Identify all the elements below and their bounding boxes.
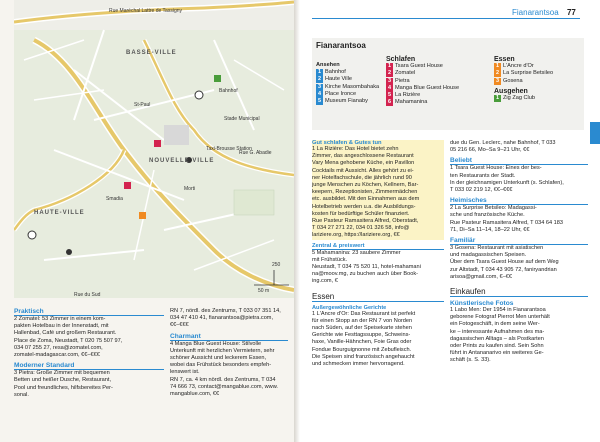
charmant-line: mangablue.com, €€ [170, 391, 220, 398]
map-label-stade: Stade Municipal [224, 116, 260, 122]
kuenstl-line: ke – interessante Aufnahmen des ma- [450, 328, 545, 335]
gut-line: junge Menschen zu Köchen, Kellnern, Bar- [312, 182, 419, 189]
map-label-nouvelle-ville: NOUVELLE VILLE [149, 158, 215, 164]
familiaer-line: Über dem Tsara Guest House auf dem Weg [450, 259, 559, 266]
kuenstl-line: 1 Labo Men: Der 1954 in Fianarantsoa [450, 307, 546, 314]
essen-section-title: Essen [312, 292, 444, 302]
beliebt-line: ten Restaurants der Stadt. [450, 172, 516, 179]
charmant-line: lenswert ist. [170, 369, 200, 376]
zentral-line: 5 Mahamanina: 23 saubere Zimmer [312, 249, 401, 256]
heimisch-heading: Heimisches [450, 197, 588, 205]
ansehen-item: Museum Fianaby [325, 98, 368, 105]
legend-title: Fianarantsoa [316, 41, 366, 50]
marker-icon: 1 [387, 63, 392, 70]
kuenstl-line: dagassischen Alltags – als Postkarten [450, 335, 544, 342]
ansehen-item: Haute Ville [325, 76, 352, 83]
charmant-line: schöner Aussicht und leckerem Essen, [170, 355, 267, 362]
moderner-line: sonal. [14, 391, 29, 398]
essen-item: La Surprise Betsileo [503, 70, 554, 77]
right-col-2 [450, 140, 588, 365]
familiaer-line: und madagassischen Speisen. [450, 252, 527, 259]
page-number: 77 [566, 8, 576, 17]
familiaer-line: arisoa@gmail.com, €–€€ [450, 273, 512, 280]
map-label-bahnhof: Bahnhof [219, 88, 238, 94]
ausserg-line: Die Speisen sind französisch angehaucht [312, 353, 415, 360]
charmant-line: 74 666 73, contact@mangablue.com, www. [170, 383, 278, 390]
pietra-address: RN 7, nördl. des Zentrums, T 033 07 351 14, [170, 308, 281, 314]
col2-line: due du Gen. Leclerc, nahe Bahnhof, T 033 [450, 140, 556, 146]
map-label-sud: Rue du Sud [74, 292, 101, 298]
map-label-morti: Morti [184, 186, 196, 192]
gut-line: T 034 27 271 22, 034 01 326 58, info@ [312, 225, 410, 232]
left-col [14, 308, 164, 399]
heimisch-line: sche und französische Küche. [450, 212, 525, 219]
kuenstl-heading: Künstlerische Fotos [450, 300, 514, 308]
map-scale-250: 250 [272, 262, 281, 268]
schlafen-item: Zomatel [395, 70, 416, 77]
moderner-line: 3 Pietra: Große Zimmer mit bequemen [14, 370, 110, 377]
col2-line: 05 216 66, Mo–Sa 9–21 Uhr, €€ [450, 147, 530, 154]
heimisch-line: Rue Pasteur Ramasitera Alfred, T 034 64 183 [450, 219, 563, 226]
ausgehen-item: Zig Zag Club [503, 95, 536, 102]
marker-icon: 2 [495, 70, 500, 77]
marker-icon: 1 [495, 63, 500, 70]
schlafen-item: Manga Blue Guest House [395, 84, 460, 91]
schlafen-item: Pietra [395, 77, 410, 84]
marker-icon: 3 [495, 77, 500, 84]
charmant-line: 4 Manga Blue Guest House: Stilvolle [170, 340, 262, 347]
praktisch-line: Hallenbad, Café und großem Restaurant. [14, 330, 117, 337]
essen-item: Gosena [503, 77, 523, 84]
gut-line: Hotelbetrieb werden u.a. die Ausbildungs- [312, 203, 416, 210]
ansehen-item: Place Ironce [325, 90, 357, 97]
map-graphic [14, 0, 294, 298]
map-label-station: Taxi-Brousse Station [206, 146, 252, 152]
ansehen-item: Bahnhof [325, 69, 346, 76]
praktisch-line: Place de Zoma, Neustadt, T 020 75 507 97, [14, 337, 123, 344]
map-label-st-paul: St-Paul [134, 102, 151, 108]
schlafen-item: Mahamanina [395, 99, 428, 106]
ausserg-heading: Außergewöhnliche Gerichte [312, 304, 387, 311]
marker-icon: 6 [387, 99, 392, 106]
marker-icon: 1 [317, 69, 322, 76]
zentral-line: na@moov.mg, zu buchen auch über Book- [312, 271, 419, 278]
gut-line: ner Hotelfachschule, die jährlich rund 90 [312, 174, 412, 181]
map-scale-50: 50 m [258, 288, 270, 294]
beliebt-line: In der gleichnamigen Unterkunft (s. Schlafen), [450, 179, 564, 186]
charmant-line: Unterkunft mit herzlichen Vermietern, sehr [170, 347, 275, 354]
praktisch-line: 2 Zomatel: 53 Zimmer in einem kom- [14, 316, 106, 322]
zentral-line: ing.com, € [312, 278, 338, 285]
schlafen-item: La Rizière [395, 92, 421, 99]
marker-icon: 3 [317, 83, 322, 90]
moderner-line: Betten und heißer Dusche, Restaurant, [14, 377, 112, 384]
ausserg-line: und schmecken immer hervorragend. [312, 361, 405, 368]
gut-heading: Gut schlafen & Gutes tun [312, 140, 382, 146]
left-col-2 [170, 308, 288, 398]
praktisch-line: pakten Hotelbau in der Innenstadt, mit [14, 323, 109, 330]
beliebt-line: 1 Tsara Guest House: Eines der bes- [450, 165, 542, 172]
marker-icon: 4 [387, 84, 392, 91]
charmant-line: wobei das Frühstück besonders empfeh- [170, 362, 272, 369]
pietra-price: €€–€€€ [170, 322, 189, 329]
familiaer-line: zur Altstadt, T 034 43 905 72, faniryandrian [450, 266, 557, 273]
kuenstl-line: oder Prints zu kaufen sind. Sein Sohn [450, 343, 544, 350]
einkaufen-section-title: Einkaufen [450, 287, 588, 297]
map-label-abadie: Rue G. Abadie [239, 150, 272, 156]
marker-icon: 1 [495, 95, 500, 102]
kuenstl-line: ein Fotogeschäft, in dem seine Wer- [450, 321, 540, 328]
marker-icon: 3 [387, 77, 392, 84]
praktisch-heading: Praktisch [14, 308, 164, 316]
map-label-smadia: Smadia [106, 196, 123, 202]
essen-heading: Essen [494, 56, 515, 63]
pietra-phone: 034 47 410 41, fianarantsoa@pietra.com, [170, 315, 274, 322]
moderner-line: Pool und freundliches, hilfsbereites Per- [14, 384, 113, 391]
running-head [512, 8, 576, 17]
gut-line: etc. ausbildet. Mit den Einnahmen aus dem [312, 196, 420, 203]
right-col-1 [312, 140, 444, 368]
essen-item: L'Ancre d'Or [503, 63, 534, 70]
zentral-heading: Zentral & preiswert [312, 243, 444, 250]
kuenstl-line: schäft (s. S. 33). [450, 357, 491, 364]
gut-box [312, 140, 444, 240]
header-rule [312, 18, 580, 19]
running-title: Fianarantsoa [512, 8, 559, 17]
schlafen-item: Tsara Guest House [395, 63, 443, 70]
ausserg-line: für einen Stopp an der RN 7 von Norden [312, 317, 413, 324]
gut-line: Cocktails mit Aussicht. Alles gehört zu ei- [312, 167, 414, 174]
charmant-line: RN 7, ca. 4 km nördl. des Zentrums, T 034 [170, 376, 276, 383]
beliebt-heading: Beliebt [450, 157, 588, 165]
beliebt-line: T 033 02 219 12, €€–€€€ [450, 187, 513, 194]
map-label-marechal: Rue Maréchal Lattre de Tassigny [109, 8, 183, 14]
marker-icon: 5 [317, 98, 322, 105]
ansehen-item: Kirche Masombahaka [325, 83, 380, 90]
ausserg-line: Fondue Bourguignonne mit Zebufleisch. [312, 346, 412, 353]
left-page [0, 0, 294, 442]
ansehen-heading: Ansehen [316, 62, 340, 68]
marker-icon: 2 [317, 76, 322, 83]
gut-line: keepern, Rezeptionisten, Zimmermädchen [312, 189, 418, 196]
legend-essen [494, 56, 582, 102]
gut-line: kosten für bedürftige Schüler finanziert. [312, 210, 410, 217]
gut-line: Rue Pasteur Ramasitera Alfred, Oberstadt, [312, 218, 419, 225]
ausserg-line: nach Süden, auf der Speisekarte stehen [312, 325, 412, 332]
ausserg-line: haxe, Vanille-Hähnchen, Foie Gras oder [312, 339, 412, 346]
zentral-line: Neustadt, T 034 75 520 11, hotel-mahamani [312, 264, 421, 271]
gut-line: Zimmer, das angeschlossene Restaurant [312, 153, 414, 160]
schlafen-heading: Schlafen [386, 56, 416, 63]
familiaer-heading: Familiär [450, 237, 588, 245]
kuenstl-line: führt in Antananarivo ein weiteres Ge- [450, 350, 544, 357]
city-map [14, 0, 294, 298]
ausserg-line: Gerichte wie Festtagssuppe, Schweins- [312, 332, 411, 339]
kuenstl-line: geborene Fotograf Pierrot Men unterhält [450, 314, 550, 321]
gut-line: Vary Mena gehobene Küche, ein Pavillon [312, 160, 415, 167]
praktisch-line: 034 07 255 27, resa@zomatel.com, [14, 344, 103, 351]
ausgehen-heading: Ausgehen [494, 87, 528, 95]
marker-icon: 4 [317, 90, 322, 97]
gut-line: lariziere.org, https://lariziere.org, €€ [312, 232, 400, 239]
familiaer-line: 3 Gosena: Restaurant mit asiatischen [450, 245, 544, 252]
moderner-heading: Moderner Standard [14, 362, 164, 370]
gut-line: 1 La Rizière: Das Hotel bietet zehn [312, 146, 399, 152]
chapter-tab [590, 122, 600, 144]
marker-icon: 5 [387, 92, 392, 99]
map-label-haute-ville: HAUTE-VILLE [34, 210, 85, 216]
marker-icon: 2 [387, 70, 392, 77]
map-legend [312, 38, 584, 130]
legend-schlafen [386, 56, 486, 106]
legend-ansehen [316, 62, 382, 105]
ausserg-line: 1 L'Ancre d'Or: Das Restaurant ist perfekt [312, 310, 416, 317]
heimisch-line: 71, Di–Sa 11–14, 18–22 Uhr, €€ [450, 226, 530, 233]
zentral-line: mit Frühstück. [312, 256, 348, 263]
heimisch-line: 2 La Surprise Betsileo: Madagassi- [450, 205, 537, 212]
map-label-basse-ville: BASSE-VILLE [126, 50, 177, 56]
right-page [300, 0, 600, 442]
charmant-heading: Charmant [170, 333, 288, 341]
praktisch-line: zomatel-madagascar.com, €€–€€€ [14, 352, 100, 359]
